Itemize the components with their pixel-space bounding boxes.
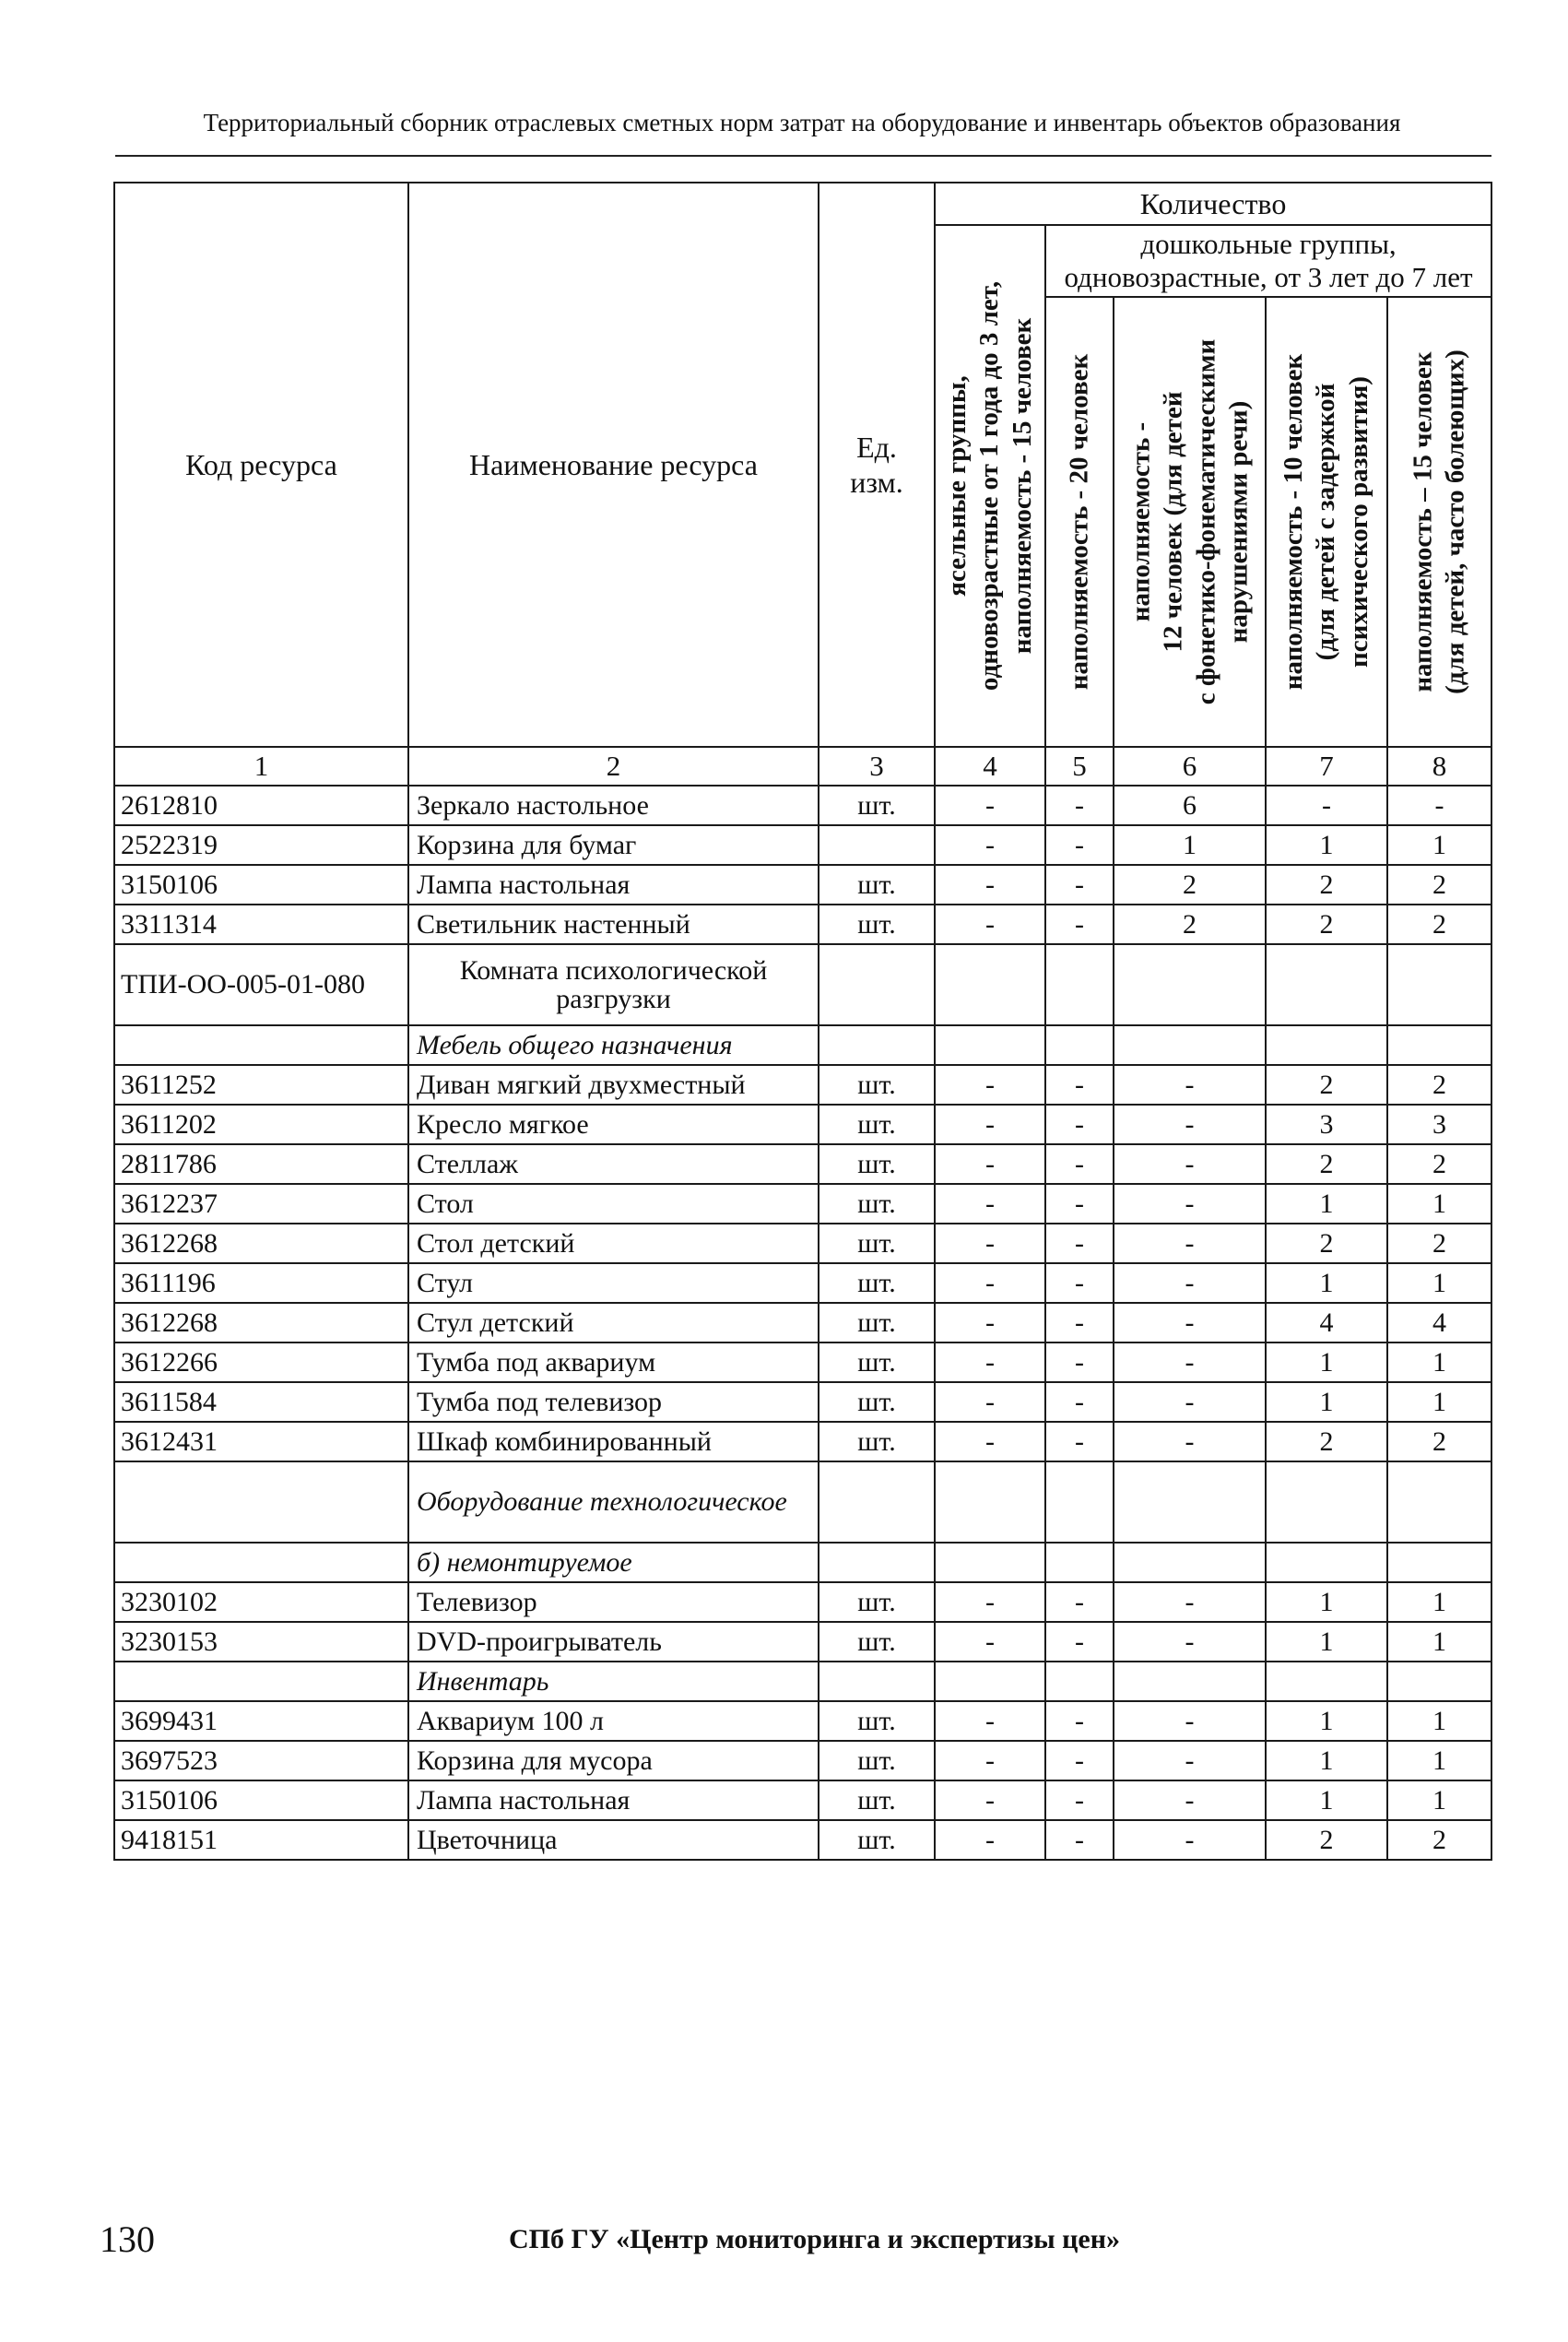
section-row <box>114 944 1491 1025</box>
resource-name: Лампа настольная <box>408 865 819 905</box>
qty-col4 <box>935 1461 1045 1543</box>
qty-col4: - <box>935 1820 1045 1860</box>
resource-name: Тумба под телевизор <box>408 1382 819 1422</box>
head-quantity: Количество <box>935 183 1491 225</box>
qty-col8: 3 <box>1387 1105 1491 1144</box>
qty-col7: 2 <box>1266 1065 1387 1105</box>
head-unit: Ед. изм. <box>819 183 935 747</box>
resource-name: Тумба под аквариум <box>408 1343 819 1382</box>
resource-unit: шт. <box>819 1622 935 1662</box>
qty-col4: - <box>935 825 1045 865</box>
table-body <box>114 747 1491 1860</box>
qty-col6: - <box>1114 1224 1266 1263</box>
qty-col5: - <box>1045 865 1114 905</box>
qty-col4: - <box>935 1065 1045 1105</box>
qty-col4: - <box>935 1422 1045 1461</box>
resource-name: Комната психологической разгрузки <box>408 944 819 1025</box>
section-row <box>114 1662 1491 1701</box>
qty-col7: 1 <box>1266 1741 1387 1780</box>
resource-name: Инвентарь <box>408 1662 819 1701</box>
head-col4-text: ясельные группы, одновозрастные от 1 года до 3 лет, наполняемость - 15 человек <box>941 280 1037 692</box>
qty-col4: - <box>935 1582 1045 1622</box>
head-col5 <box>1045 297 1114 747</box>
resource-unit: шт. <box>819 1263 935 1303</box>
resource-code: 3611252 <box>114 1065 408 1105</box>
qty-col7: 4 <box>1266 1303 1387 1343</box>
qty-col5: - <box>1045 825 1114 865</box>
head-col6-text: наполняемость - 12 человек (для детей с фонетико-фонематическими нарушениями речи) <box>1125 338 1253 705</box>
resource-code: 3612266 <box>114 1343 408 1382</box>
resource-unit <box>819 825 935 865</box>
qty-col7: 1 <box>1266 1263 1387 1303</box>
qty-col5: - <box>1045 1622 1114 1662</box>
head-col8 <box>1387 297 1491 747</box>
resource-name: DVD-проигрыватель <box>408 1622 819 1662</box>
qty-col5: - <box>1045 1144 1114 1184</box>
resource-name: Телевизор <box>408 1582 819 1622</box>
qty-col8 <box>1387 1543 1491 1582</box>
resource-code: 3150106 <box>114 1780 408 1820</box>
resource-code: 9418151 <box>114 1820 408 1860</box>
qty-col8: - <box>1387 786 1491 825</box>
head-col5-text: наполняемость - 20 человек <box>1064 353 1094 691</box>
section-row <box>114 1461 1491 1543</box>
table-row <box>114 1263 1491 1303</box>
resource-code: 3612268 <box>114 1303 408 1343</box>
resource-name: Стол <box>408 1184 819 1224</box>
resource-unit: шт. <box>819 1820 935 1860</box>
resource-code: 3230102 <box>114 1582 408 1622</box>
table-row <box>114 1622 1491 1662</box>
qty-col4: - <box>935 1343 1045 1382</box>
qty-col6: - <box>1114 1065 1266 1105</box>
resource-code <box>114 1461 408 1543</box>
head-col7 <box>1266 297 1387 747</box>
qty-col5: - <box>1045 1780 1114 1820</box>
qty-col4: - <box>935 1701 1045 1741</box>
qty-col6: 1 <box>1114 825 1266 865</box>
qty-col5 <box>1045 1662 1114 1701</box>
qty-col4: - <box>935 905 1045 944</box>
resource-code: 3699431 <box>114 1701 408 1741</box>
qty-col6 <box>1114 1025 1266 1065</box>
qty-col7 <box>1266 1025 1387 1065</box>
qty-col5: - <box>1045 1582 1114 1622</box>
qty-col6: - <box>1114 1263 1266 1303</box>
qty-col4: - <box>935 1741 1045 1780</box>
qty-col6 <box>1114 1662 1266 1701</box>
section-row <box>114 1543 1491 1582</box>
qty-col4: - <box>935 786 1045 825</box>
qty-col4: - <box>935 1105 1045 1144</box>
norms-table <box>113 182 1492 1861</box>
resource-unit: шт. <box>819 865 935 905</box>
resource-unit: шт. <box>819 1144 935 1184</box>
qty-col6: - <box>1114 1820 1266 1860</box>
column-number: 8 <box>1387 747 1491 786</box>
qty-col4: - <box>935 1144 1045 1184</box>
qty-col8 <box>1387 1025 1491 1065</box>
qty-col8: 2 <box>1387 1422 1491 1461</box>
qty-col8 <box>1387 1662 1491 1701</box>
table-row <box>114 1382 1491 1422</box>
qty-col6 <box>1114 1543 1266 1582</box>
resource-unit: шт. <box>819 786 935 825</box>
table-row <box>114 1343 1491 1382</box>
table-head <box>114 183 1491 747</box>
resource-name: Стеллаж <box>408 1144 819 1184</box>
qty-col4: - <box>935 1780 1045 1820</box>
qty-col6 <box>1114 944 1266 1025</box>
resource-code <box>114 1543 408 1582</box>
qty-col8: 1 <box>1387 1382 1491 1422</box>
qty-col4: - <box>935 865 1045 905</box>
qty-col7 <box>1266 1461 1387 1543</box>
qty-col5: - <box>1045 1422 1114 1461</box>
resource-code: 3150106 <box>114 865 408 905</box>
qty-col4 <box>935 1543 1045 1582</box>
qty-col5: - <box>1045 1701 1114 1741</box>
table-row <box>114 1820 1491 1860</box>
table-row <box>114 1184 1491 1224</box>
qty-col7: 2 <box>1266 1422 1387 1461</box>
table-row <box>114 825 1491 865</box>
qty-col4: - <box>935 1303 1045 1343</box>
column-number: 2 <box>408 747 819 786</box>
qty-col4 <box>935 944 1045 1025</box>
qty-col6: - <box>1114 1303 1266 1343</box>
resource-unit: шт. <box>819 905 935 944</box>
resource-name: Корзина для мусора <box>408 1741 819 1780</box>
resource-unit: шт. <box>819 1701 935 1741</box>
table-row <box>114 1582 1491 1622</box>
qty-col7: 2 <box>1266 1820 1387 1860</box>
qty-col7: 1 <box>1266 1382 1387 1422</box>
qty-col6: - <box>1114 1382 1266 1422</box>
resource-code <box>114 1662 408 1701</box>
resource-name: б) немонтируемое <box>408 1543 819 1582</box>
qty-col6: - <box>1114 1701 1266 1741</box>
qty-col8: 4 <box>1387 1303 1491 1343</box>
qty-col7: 1 <box>1266 1780 1387 1820</box>
qty-col6 <box>1114 1461 1266 1543</box>
qty-col5 <box>1045 1461 1114 1543</box>
resource-name: Светильник настенный <box>408 905 819 944</box>
qty-col4 <box>935 1025 1045 1065</box>
qty-col6: - <box>1114 1622 1266 1662</box>
qty-col5 <box>1045 1543 1114 1582</box>
qty-col5 <box>1045 944 1114 1025</box>
resource-unit: шт. <box>819 1582 935 1622</box>
qty-col6: - <box>1114 1741 1266 1780</box>
resource-name: Корзина для бумаг <box>408 825 819 865</box>
qty-col7: 1 <box>1266 1701 1387 1741</box>
table-row <box>114 1701 1491 1741</box>
resource-name: Шкаф комбинированный <box>408 1422 819 1461</box>
qty-col8: 1 <box>1387 825 1491 865</box>
qty-col6: 6 <box>1114 786 1266 825</box>
section-row <box>114 1025 1491 1065</box>
resource-code: 2522319 <box>114 825 408 865</box>
qty-col5: - <box>1045 1303 1114 1343</box>
column-number: 3 <box>819 747 935 786</box>
resource-unit: шт. <box>819 1184 935 1224</box>
qty-col5: - <box>1045 1065 1114 1105</box>
qty-col8: 1 <box>1387 1701 1491 1741</box>
resource-code: 3612237 <box>114 1184 408 1224</box>
resource-name: Кресло мягкое <box>408 1105 819 1144</box>
resource-name: Цветочница <box>408 1820 819 1860</box>
qty-col7: 2 <box>1266 1144 1387 1184</box>
qty-col6: 2 <box>1114 905 1266 944</box>
resource-unit: шт. <box>819 1065 935 1105</box>
resource-code: ТПИ-ОО-005-01-080 <box>114 944 408 1025</box>
qty-col8 <box>1387 1461 1491 1543</box>
resource-code: 3612431 <box>114 1422 408 1461</box>
table-row <box>114 1780 1491 1820</box>
qty-col6: - <box>1114 1582 1266 1622</box>
qty-col8: 1 <box>1387 1622 1491 1662</box>
qty-col7: 1 <box>1266 1184 1387 1224</box>
head-col4 <box>935 225 1045 747</box>
head-code: Код ресурса <box>114 183 408 747</box>
qty-col5: - <box>1045 1382 1114 1422</box>
qty-col8: 1 <box>1387 1780 1491 1820</box>
qty-col6: - <box>1114 1144 1266 1184</box>
qty-col7 <box>1266 944 1387 1025</box>
qty-col8: 1 <box>1387 1343 1491 1382</box>
qty-col6: 2 <box>1114 865 1266 905</box>
qty-col5: - <box>1045 905 1114 944</box>
qty-col8: 2 <box>1387 905 1491 944</box>
table-row <box>114 1224 1491 1263</box>
qty-col6: - <box>1114 1343 1266 1382</box>
resource-code: 3612268 <box>114 1224 408 1263</box>
qty-col5: - <box>1045 1184 1114 1224</box>
resource-unit <box>819 1025 935 1065</box>
resource-code: 3611196 <box>114 1263 408 1303</box>
qty-col8: 2 <box>1387 1224 1491 1263</box>
head-col8-text: наполняемость – 15 человек (для детей, часто болеющих) <box>1408 349 1470 694</box>
qty-col8: 1 <box>1387 1741 1491 1780</box>
table-row <box>114 865 1491 905</box>
resource-unit: шт. <box>819 1343 935 1382</box>
resource-code <box>114 1025 408 1065</box>
table-row <box>114 1065 1491 1105</box>
resource-code: 3611202 <box>114 1105 408 1144</box>
qty-col8: 1 <box>1387 1184 1491 1224</box>
qty-col7: - <box>1266 786 1387 825</box>
head-preschool-group: дошкольные группы, одновозрастные, от 3 лет до 7 лет <box>1045 225 1491 297</box>
resource-name: Оборудование технологическое <box>408 1461 819 1543</box>
page-footer: СПб ГУ «Центр мониторинга и экспертизы цен» <box>509 2224 1121 2254</box>
resource-unit <box>819 1543 935 1582</box>
resource-name: Стул <box>408 1263 819 1303</box>
resource-unit: шт. <box>819 1780 935 1820</box>
qty-col7: 1 <box>1266 1343 1387 1382</box>
resource-name: Аквариум 100 л <box>408 1701 819 1741</box>
column-number: 6 <box>1114 747 1266 786</box>
qty-col5: - <box>1045 1105 1114 1144</box>
resource-name: Лампа настольная <box>408 1780 819 1820</box>
header-rule <box>115 155 1491 157</box>
qty-col6: - <box>1114 1184 1266 1224</box>
qty-col7: 2 <box>1266 1224 1387 1263</box>
qty-col8: 1 <box>1387 1263 1491 1303</box>
resource-unit: шт. <box>819 1741 935 1780</box>
resource-name: Стол детский <box>408 1224 819 1263</box>
qty-col7: 1 <box>1266 1582 1387 1622</box>
head-col6 <box>1114 297 1266 747</box>
table-row <box>114 905 1491 944</box>
qty-col5 <box>1045 1025 1114 1065</box>
qty-col4: - <box>935 1224 1045 1263</box>
resource-name: Стул детский <box>408 1303 819 1343</box>
qty-col5: - <box>1045 1820 1114 1860</box>
qty-col8: 1 <box>1387 1582 1491 1622</box>
qty-col7: 1 <box>1266 825 1387 865</box>
resource-name: Зеркало настольное <box>408 786 819 825</box>
resource-unit: шт. <box>819 1105 935 1144</box>
column-number: 1 <box>114 747 408 786</box>
qty-col8: 2 <box>1387 1144 1491 1184</box>
page-header: Территориальный сборник отраслевых сметных норм затрат на оборудование и инвентарь объектов образования <box>203 109 1401 136</box>
table-row <box>114 1741 1491 1780</box>
qty-col8: 2 <box>1387 1820 1491 1860</box>
qty-col4: - <box>935 1263 1045 1303</box>
qty-col8: 2 <box>1387 865 1491 905</box>
qty-col7: 3 <box>1266 1105 1387 1144</box>
qty-col7: 2 <box>1266 905 1387 944</box>
resource-code: 2811786 <box>114 1144 408 1184</box>
qty-col4: - <box>935 1184 1045 1224</box>
table-row <box>114 1303 1491 1343</box>
qty-col6: - <box>1114 1105 1266 1144</box>
qty-col5: - <box>1045 1741 1114 1780</box>
qty-col7: 2 <box>1266 865 1387 905</box>
qty-col4: - <box>935 1382 1045 1422</box>
table-row <box>114 1105 1491 1144</box>
qty-col5: - <box>1045 1224 1114 1263</box>
qty-col6: - <box>1114 1780 1266 1820</box>
qty-col6: - <box>1114 1422 1266 1461</box>
qty-col8: 2 <box>1387 1065 1491 1105</box>
resource-code: 2612810 <box>114 786 408 825</box>
qty-col7 <box>1266 1543 1387 1582</box>
resource-unit: шт. <box>819 1303 935 1343</box>
qty-col5: - <box>1045 1263 1114 1303</box>
qty-col8 <box>1387 944 1491 1025</box>
column-number: 5 <box>1045 747 1114 786</box>
resource-unit: шт. <box>819 1224 935 1263</box>
resource-code: 3697523 <box>114 1741 408 1780</box>
resource-unit: шт. <box>819 1382 935 1422</box>
resource-name: Диван мягкий двухместный <box>408 1065 819 1105</box>
resource-code: 3230153 <box>114 1622 408 1662</box>
qty-col7 <box>1266 1662 1387 1701</box>
resource-name: Мебель общего назначения <box>408 1025 819 1065</box>
qty-col5: - <box>1045 1343 1114 1382</box>
resource-unit: шт. <box>819 1422 935 1461</box>
resource-unit <box>819 1461 935 1543</box>
resource-code: 3611584 <box>114 1382 408 1422</box>
head-col7-text: наполняемость - 10 человек (для детей с задержкой психического развития) <box>1278 353 1373 691</box>
resource-unit <box>819 1662 935 1701</box>
column-number: 4 <box>935 747 1045 786</box>
resource-code: 3311314 <box>114 905 408 944</box>
qty-col4: - <box>935 1622 1045 1662</box>
table-row <box>114 786 1491 825</box>
qty-col4 <box>935 1662 1045 1701</box>
table-row <box>114 1422 1491 1461</box>
qty-col5: - <box>1045 786 1114 825</box>
column-number: 7 <box>1266 747 1387 786</box>
qty-col7: 1 <box>1266 1622 1387 1662</box>
column-number-row <box>114 747 1491 786</box>
resource-unit <box>819 944 935 1025</box>
table-row <box>114 1144 1491 1184</box>
page-number: 130 <box>100 2218 155 2260</box>
head-name: Наименование ресурса <box>408 183 819 747</box>
